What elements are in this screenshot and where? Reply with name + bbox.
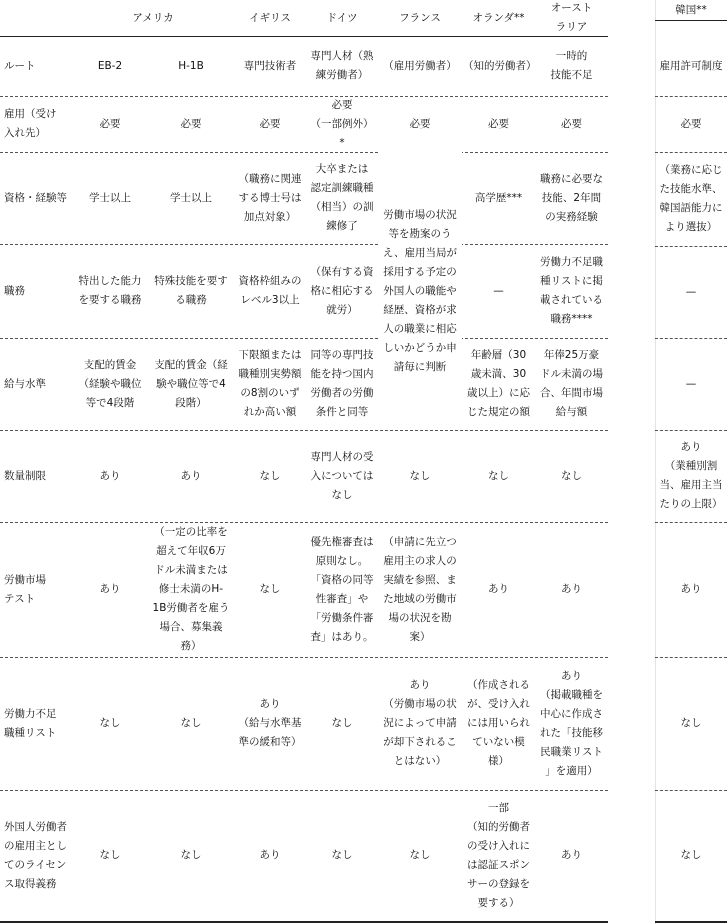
row-label-employment: 雇用（受け 入れ先） (4, 108, 57, 139)
cell-employment-uk: 必要 (259, 117, 281, 130)
header-usa: アメリカ (132, 11, 174, 24)
cell-employment-netherlands: 必要 (488, 117, 509, 130)
cell-wage-usa-h1b: 支配的賃金（経 験や職位等で4 段階） (154, 358, 228, 409)
cell-quota-uk: なし (259, 469, 281, 482)
cell-route-france: （雇用労働者） (383, 59, 457, 72)
cell-route-korea: 雇用許可制度 (659, 59, 723, 72)
cell-license-australia: あり (561, 849, 582, 861)
cell-shortage-list-netherlands: （作成される が、受け入れ には用いられ ていない模 様） (467, 679, 530, 767)
header-australia: オースト ラリア (550, 2, 593, 33)
korea-row-divider (655, 430, 727, 431)
header-netherlands: オランダ** (472, 11, 525, 24)
cell-quota-australia: なし (561, 469, 582, 482)
cell-wage-usa-eb2: 支配的賃金 （経験や職位 等で4段階 (78, 358, 142, 409)
cell-license-usa-h1b: なし (180, 849, 202, 861)
cell-labor-market-test-usa-eb2: あり (99, 583, 121, 595)
cell-labor-market-test-korea: あり (680, 583, 702, 595)
cell-employment-australia: 必要 (561, 117, 582, 130)
korea-header-rule (655, 20, 727, 21)
cell-route-usa-eb2: EB-2 (97, 59, 123, 72)
row-label-wage: 給与水準 (4, 377, 46, 390)
row-divider (0, 657, 608, 658)
row-divider (0, 430, 608, 431)
cell-qualification-netherlands: 高学歴*** (474, 191, 523, 204)
cell-quota-usa-eb2: あり (99, 469, 121, 482)
cell-employment-germany: 必要 （一部例外） * (310, 98, 374, 149)
cell-labor-market-test-germany: 優先権審査は 原則なし。 「資格の同等 性審査」や 「労働条件審 査」はあり。 (310, 535, 374, 643)
cell-labor-market-test-uk: なし (259, 583, 281, 595)
cell-qualification-usa-eb2: 学士以上 (89, 191, 131, 204)
cell-shortage-list-uk: あり （給与水準基 準の緩和等） (238, 698, 302, 748)
korea-row-divider (655, 152, 727, 153)
row-label-route: ルート (4, 59, 36, 72)
header-korea: 韓国** (675, 3, 707, 16)
cell-qualification-uk: （職務に関連 する博士号は 加点対象） (238, 172, 302, 223)
cell-duties-usa-h1b: 特殊技能を要す る職務 (154, 275, 228, 306)
cell-shortage-list-usa-h1b: なし (180, 717, 202, 729)
cell-route-germany: 専門人材（熟 練労働者） (310, 50, 374, 81)
cell-employment-korea: 必要 (680, 117, 702, 130)
cell-shortage-list-usa-eb2: なし (99, 717, 121, 729)
cell-duties-netherlands: — (493, 284, 504, 297)
cell-quota-korea: あり （業種別割 当、雇用主当 たりの上限） (659, 441, 723, 510)
korea-row-divider (655, 338, 727, 339)
cell-license-usa-eb2: なし (99, 849, 121, 861)
cell-employment-france: 必要 (409, 117, 431, 130)
cell-employment-usa-h1b: 必要 (180, 117, 202, 130)
cell-qualification-korea: （業務に応じ た技能水準、 韓国語能力に より選抜） (659, 164, 723, 233)
cell-route-australia: 一時的 技能不足 (550, 50, 593, 81)
korea-row-divider (655, 522, 727, 523)
row-divider (0, 96, 608, 97)
cell-labor-market-test-usa-h1b: （一定の比率を 超えて年収6万 ドル未満または 修士未満のH- 1B労働者を雇う 場合、募集義 務） (152, 526, 230, 652)
cell-route-netherlands: （知的労働者） (463, 59, 537, 72)
korea-bottom-rule (655, 921, 727, 923)
row-label-qualification: 資格・経験等 (4, 191, 67, 204)
cell-duties-australia: 労働力不足職 種リストに掲 載されている 職務**** (540, 256, 603, 325)
cell-wage-korea: — (685, 377, 697, 390)
row-divider (0, 244, 608, 245)
cell-quota-france: なし (409, 469, 431, 482)
cell-route-uk: 専門技術者 (243, 59, 297, 72)
cell-duties-korea: — (685, 285, 697, 298)
row-label-shortage-list: 労働力不足 職種リスト (4, 707, 57, 739)
korea-row-divider (655, 96, 727, 97)
cell-license-korea: なし (680, 849, 702, 861)
header-uk: イギリス (249, 11, 291, 24)
cell-route-usa-h1b: H-1B (178, 59, 204, 72)
cell-duties-uk: 資格枠組みの レベル3以上 (238, 275, 302, 306)
cell-wage-uk: 下限額または 職種別実勢額 の8割のいず れか高い額 (238, 349, 302, 418)
cell-duties-germany: （保有する資 格に相応する 就労） (310, 265, 374, 316)
row-divider (0, 790, 608, 791)
row-label-duties: 職務 (4, 284, 25, 297)
row-divider (0, 522, 608, 523)
cell-quota-netherlands: なし (488, 469, 509, 482)
cell-license-france: なし (409, 849, 431, 861)
cell-quota-germany: 専門人材の受 入については なし (310, 450, 374, 501)
korea-row-divider (655, 246, 727, 247)
bottom-rule (0, 921, 608, 923)
row-label-quota: 数量制限 (4, 469, 46, 482)
row-label-license: 外国人労働者 の雇用主とし てのライセン ス取得義務 (4, 820, 67, 890)
korea-row-divider (655, 790, 727, 791)
cell-wage-germany: 同等の専門技 能を持つ国内 労働者の労働 条件と同等 (310, 349, 374, 418)
cell-wage-australia: 年俸25万豪 ドル未満の場 合、年間市場 給与額 (540, 349, 603, 418)
row-divider (0, 152, 608, 153)
cell-labor-market-test-australia: あり (561, 583, 582, 595)
cell-shortage-list-france: あり （労働市場の状 況によって申請 が却下されるこ とはない） (383, 679, 457, 767)
cell-shortage-list-australia: あり （掲載職種を 中心に作成さ れた「技能移 民職業リスト 」を適用） (540, 669, 603, 777)
cell-qualification-germany: 大卒または 認定訓練職種 （相当）の訓 練修了 (310, 163, 374, 232)
cell-qualification-usa-h1b: 学士以上 (170, 191, 212, 204)
cell-license-uk: あり (259, 849, 281, 861)
row-divider (0, 338, 608, 339)
cell-employment-usa-eb2: 必要 (99, 117, 121, 130)
cell-qualification-australia: 職務に必要な 技能、2年間 の実務経験 (540, 172, 603, 223)
korea-row-divider (655, 657, 727, 658)
row-label-labor-market-test: 労働市場 テスト (4, 573, 46, 605)
cell-labor-market-test-france: （申請に先立つ 雇用主の求人の 実績を参照、ま た地域の労働市 場の状況を勘 案） (383, 535, 457, 643)
cell-license-netherlands: 一部 （知的労働者 の受け入れに は認証スポン サーの登録を 要する） (467, 801, 530, 909)
cell-labor-market-test-netherlands: あり (488, 583, 509, 595)
header-france: フランス (399, 11, 441, 24)
cell-license-germany: なし (331, 849, 353, 861)
header-germany: ドイツ (326, 11, 358, 24)
cell-quota-usa-h1b: あり (180, 469, 202, 482)
cell-duties-usa-eb2: 特出した能力 を要する職務 (78, 275, 142, 306)
cell-wage-netherlands: 年齢層（30 歳未満、30 歳以上）に応 じた規定の額 (467, 349, 530, 418)
cell-shortage-list-korea: なし (680, 717, 702, 729)
cell-shortage-list-germany: なし (331, 717, 353, 729)
cell-france-merged-criteria: 労働市場の状況 等を勘案のう え、雇用当局が 採用する予定の 外国人の職能や 経歴、資格が求 人の職業に相応 しいかどうか申 請毎に判断 (378, 152, 462, 430)
